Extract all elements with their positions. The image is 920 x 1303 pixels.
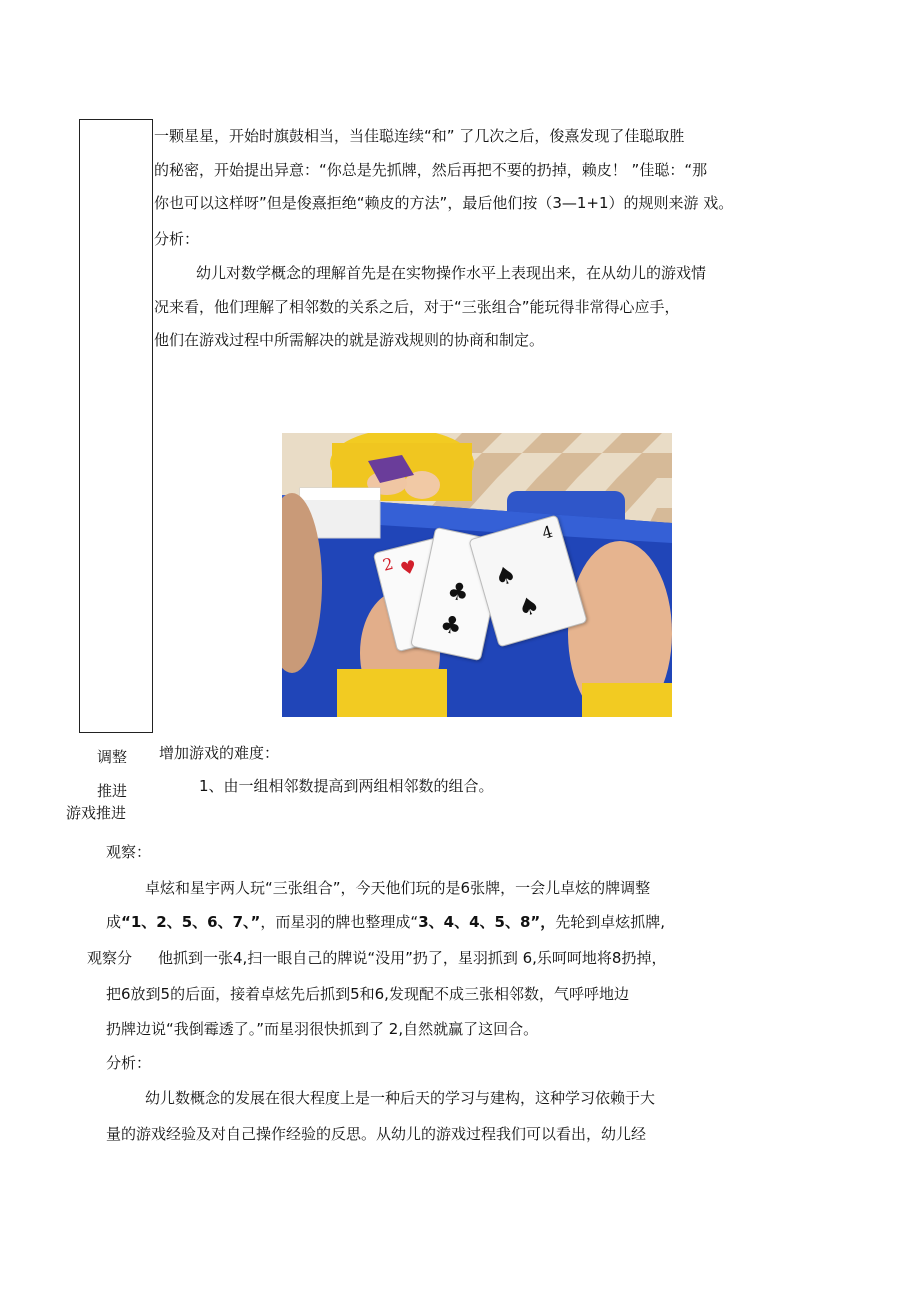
paragraph-line: 你也可以这样呀”但是俊熹拒绝“赖皮的方法”，最后他们按（3—1+1）的规则来游 戏。 — [154, 194, 734, 212]
analysis-line: 幼儿对数学概念的理解首先是在实物操作水平上表现出来，在从幼儿的游戏情 — [196, 264, 707, 282]
card-game-photo — [282, 433, 672, 717]
section-heading: 增加游戏的难度： — [159, 744, 280, 762]
analysis-line: 他们在游戏过程中所需解决的就是游戏规则的协商和制定。 — [154, 331, 545, 349]
club-icon: ♣ — [437, 609, 465, 642]
analysis-line: 量的游戏经验及对自己操作经验的反思。从幼儿的游戏过程我们可以看出，幼儿经 — [106, 1125, 647, 1143]
spade-icon: ♠ — [514, 590, 544, 624]
observe-heading: 观察： — [106, 843, 152, 861]
section-label: 推进 — [97, 782, 128, 800]
paragraph-line: 成“1、2、5、6、7、”，而星羽的牌也整理成“3、4、4、5、8”，先轮到卓炫抓牌, — [106, 913, 666, 931]
paragraph-line: 把6放到5的后面，接着卓炫先后抓到5和6,发现配不成三张相邻数，气呼呼地边 — [106, 985, 629, 1003]
analysis-line: 况来看，他们理解了相邻数的关系之后，对于“三张组合”能玩得非常得心应手， — [154, 298, 680, 316]
paragraph-line: 扔牌边说“我倒霉透了。”而星羽很快抓到了 2,自然就赢了这回合。 — [106, 1020, 539, 1038]
analysis-line: 幼儿数概念的发展在很大程度上是一种后天的学习与建构，这种学习依赖于大 — [145, 1089, 656, 1107]
paragraph-line: 他抓到一张4,扫一眼自己的牌说“没用”扔了，星羽抓到 6,乐呵呵地将8扔掉， — [158, 949, 667, 967]
paragraph-line: 一颗星星，开始时旗鼓相当，当佳聪连续“和” 了几次之后，俊熹发现了佳聪取胜 — [154, 127, 685, 145]
club-icon: ♣ — [444, 576, 472, 608]
analysis-heading: 分析： — [154, 230, 200, 248]
analysis-heading: 分析： — [106, 1054, 152, 1072]
spade-icon: ♠ — [491, 559, 520, 593]
paragraph-line: 的秘密，开始提出异意：“你总是先抓牌，然后再把不要的扔掉，赖皮！ ”佳聪：“那 — [154, 161, 708, 179]
card-rank: 2 — [380, 553, 396, 575]
paragraph-line: 卓炫和星宇两人玩“三张组合”，今天他们玩的是6张牌，一会儿卓炫的牌调整 — [145, 879, 651, 897]
section-label: 调整 — [97, 748, 128, 766]
section-label: 游戏推进 — [66, 804, 127, 822]
section-label-box — [79, 119, 153, 733]
heart-icon: ♥ — [398, 556, 419, 581]
list-item: 1、由一组相邻数提高到两组相邻数的组合。 — [199, 777, 494, 795]
card-rank: 4 — [539, 521, 555, 543]
side-label: 观察分 — [87, 949, 133, 967]
